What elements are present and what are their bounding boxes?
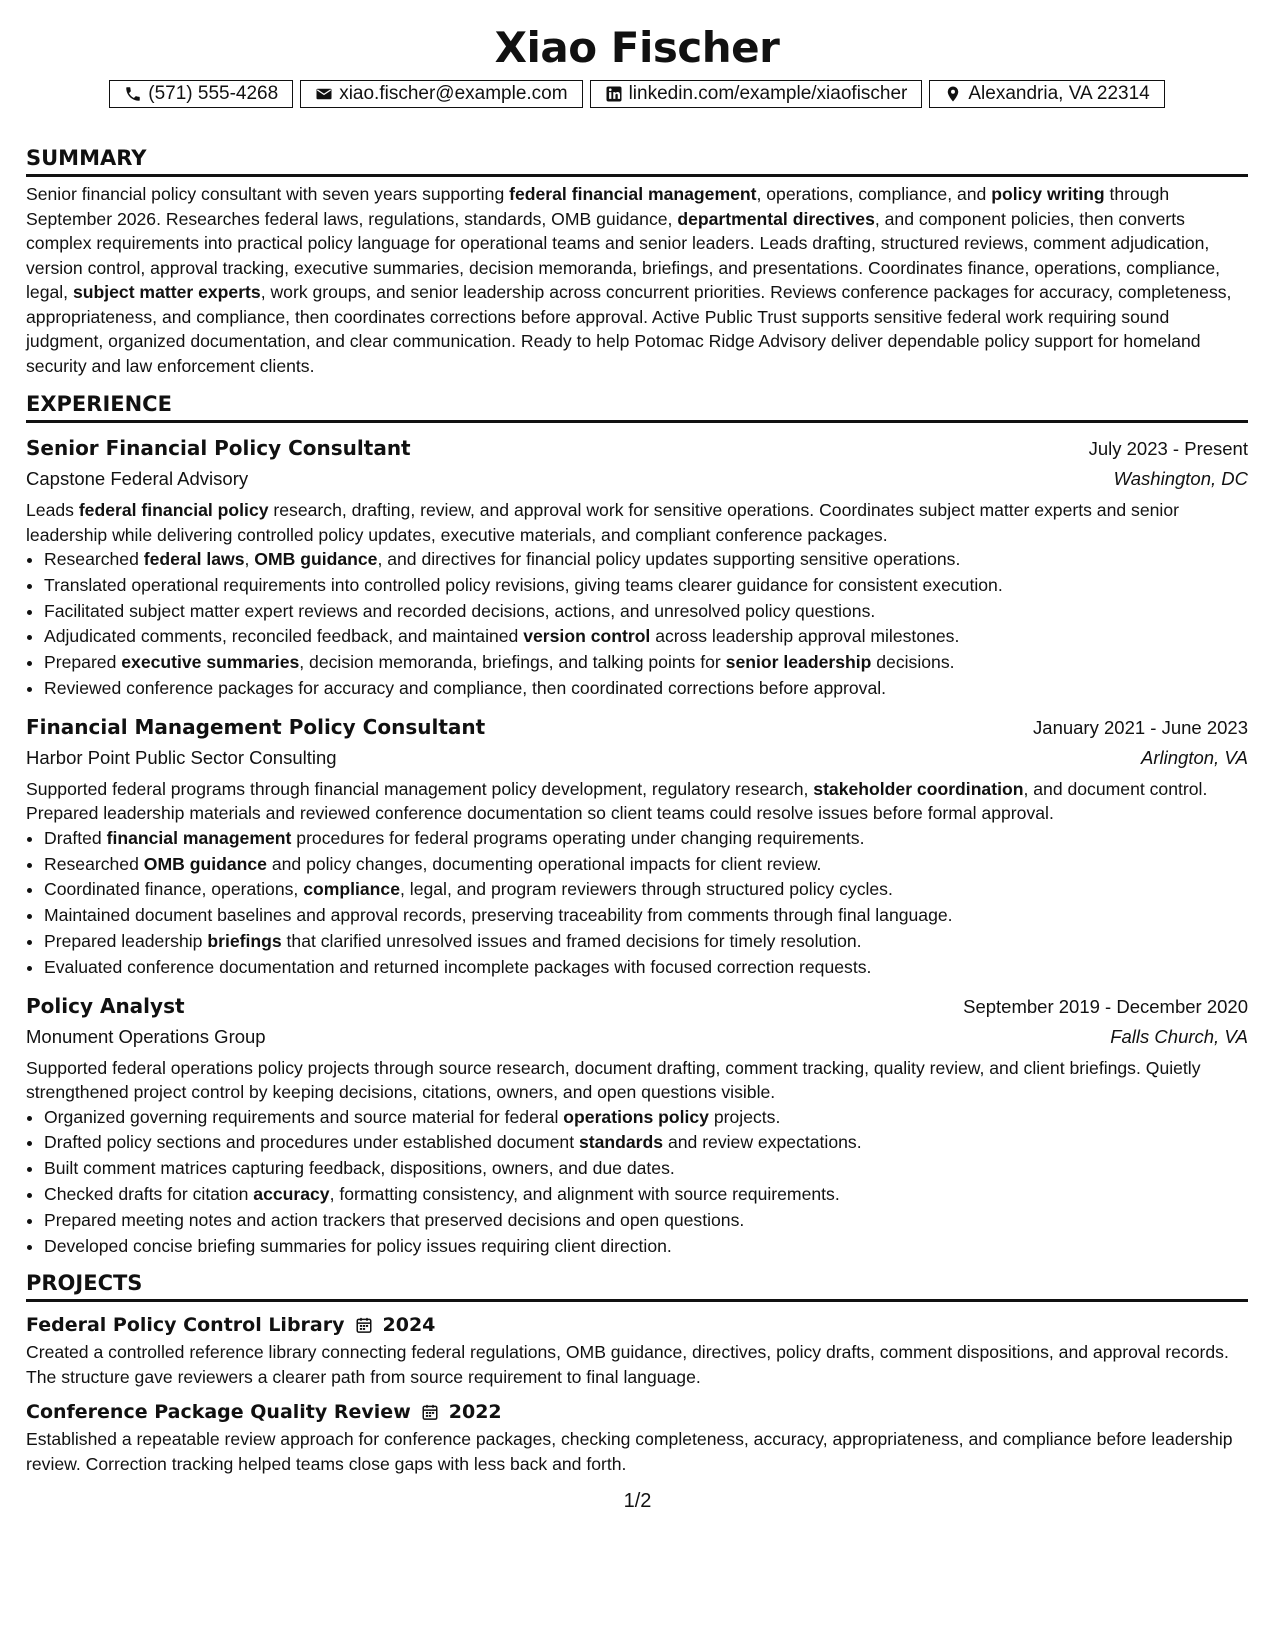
text-run: Supported federal operations policy projects through source research, document drafting, comment tracking, quality review, and client briefings. Quietly strengthened project control by keeping decisions, citations, owners, and open questions visible. <box>26 1057 1201 1103</box>
company-name: Capstone Federal Advisory <box>26 468 249 489</box>
project-description: Established a repeatable review approach for conference packages, checking completeness, accuracy, appropriateness, and compliance before leadership review. Correction tracking helped teams close gaps with less back and forth. <box>26 1429 1233 1474</box>
job-description <box>26 1056 1248 1105</box>
text-run: Built comment matrices capturing feedback, dispositions, owners, and due dates. <box>44 1158 675 1179</box>
bold-keyword: stakeholder coordination <box>813 778 1024 799</box>
job-title-row <box>26 991 1248 1022</box>
contact-email[interactable] <box>300 80 582 108</box>
bullet-item <box>44 1234 1248 1260</box>
bullet-item <box>44 599 1248 625</box>
bullet-item <box>44 1182 1248 1208</box>
text-run: Supported federal programs through financial management policy development, regulatory research, <box>26 778 814 799</box>
text-run: and policy changes, documenting operational impacts for client review. <box>266 853 822 874</box>
job-company-row <box>26 464 1248 494</box>
bullet-item <box>44 573 1248 599</box>
bold-keyword: departmental directives <box>677 208 875 229</box>
contact-bar <box>26 80 1248 108</box>
bold-keyword: senior leadership <box>725 652 872 673</box>
phone-text: (571) 555-4268 <box>148 83 279 104</box>
bullet-item <box>44 852 1248 878</box>
text-run: Prepared <box>44 652 122 673</box>
email-text: xiao.fischer@example.com <box>339 83 568 104</box>
job-description <box>26 498 1248 547</box>
contact-location <box>929 80 1164 108</box>
location-text: Alexandria, VA 22314 <box>968 83 1150 104</box>
job-bullets <box>26 826 1248 981</box>
page-number: 1/2 <box>623 1490 652 1512</box>
job-description <box>26 777 1248 826</box>
text-run: Facilitated subject matter expert reviews and recorded decisions, actions, and unresolved policy questions. <box>44 600 876 621</box>
calendar-icon <box>355 1316 373 1334</box>
bullet-item <box>44 676 1248 702</box>
bold-keyword: policy writing <box>991 184 1105 204</box>
text-run: Drafted <box>44 827 107 848</box>
projects-section <box>26 1271 1248 1476</box>
project-entry <box>26 1310 1248 1389</box>
bold-keyword: OMB guidance <box>254 549 378 569</box>
text-run: , and component policies, then converts complex requirements into practical policy language for operational teams and senior leaders. Leads drafting, structured reviews, comment adjudication, version control, approval tracking, executive summaries, decision memoranda, briefings, and presentations. Coordinates finance, operations, compliance, legal, <box>26 208 1221 302</box>
bold-keyword: federal financial management <box>509 184 757 204</box>
bold-keyword: standards <box>578 1132 664 1153</box>
bullet-item <box>44 1130 1248 1156</box>
text-run: , operations, compliance, and <box>756 184 992 204</box>
bullet-item <box>44 547 1248 573</box>
text-run: Researched <box>44 853 144 874</box>
bold-keyword: subject matter experts <box>72 282 261 302</box>
text-run: Checked drafts for citation <box>44 1183 254 1204</box>
bold-keyword: federal laws <box>143 549 245 569</box>
bullet-item <box>44 624 1248 650</box>
bold-keyword: briefings <box>207 930 282 951</box>
summary-heading: SUMMARY <box>26 146 1248 177</box>
text-run: Prepared meeting notes and action trackers that preserved decisions and open questions. <box>44 1209 745 1230</box>
contact-linkedin[interactable] <box>590 80 923 108</box>
text-run: Reviewed conference packages for accuracy and compliance, then coordinated corrections before approval. <box>44 677 887 698</box>
text-run: research, drafting, review, and approval work for sensitive operations. Coordinates subject matter experts and senior leadership while delivering controlled policy updates, executive materials, and compliant conference packages. <box>26 500 1179 545</box>
text-run: Adjudicated comments, reconciled feedback, and maintained <box>44 626 524 647</box>
project-year: 2022 <box>448 1401 502 1424</box>
bullet-item <box>44 929 1248 955</box>
text-run: Leads <box>26 500 79 520</box>
text-run: that clarified unresolved issues and framed decisions for timely resolution. <box>281 930 862 951</box>
text-run: Maintained document baselines and approval records, preserving traceability from comments through final language. <box>44 905 953 926</box>
job-title-row <box>26 433 1248 464</box>
text-run: procedures for federal programs operating under changing requirements. <box>291 827 865 848</box>
text-run: , and document control. Prepared leadership materials and reviewed conference documentation so client teams could resolve issues before formal approval. <box>26 778 1208 824</box>
job-entry <box>26 991 1248 1260</box>
job-location: Arlington, VA <box>1141 746 1248 768</box>
job-title: Senior Financial Policy Consultant <box>26 436 411 460</box>
job-location: Falls Church, VA <box>1110 1025 1248 1047</box>
contact-phone <box>109 80 293 108</box>
project-year: 2024 <box>382 1314 436 1337</box>
job-entry <box>26 433 1248 702</box>
bullet-item <box>44 1156 1248 1182</box>
job-bullets <box>26 547 1248 702</box>
envelope-icon <box>315 85 333 103</box>
candidate-name: Xiao Fischer <box>494 23 780 72</box>
job-entry <box>26 712 1248 981</box>
experience-section <box>26 392 1248 1259</box>
job-company-row <box>26 1022 1248 1052</box>
text-run: , work groups, and senior leadership across concurrent priorities. Reviews conference packages for accuracy, completeness, appropriateness, and compliance, then coordinates corrections before approval. Active Public Trust supports sensitive federal work requiring sound judgment, organized documentation, and clear communication. Ready to help Potomac Ridge Advisory deliver dependable policy support for homeland security and law enforcement clients. <box>26 282 1232 376</box>
text-run: Organized governing requirements and source material for federal <box>44 1106 564 1127</box>
projects-heading: PROJECTS <box>26 1271 1248 1302</box>
bold-keyword: executive summaries <box>121 652 300 673</box>
project-entry <box>26 1397 1248 1476</box>
text-run: Drafted policy sections and procedures under established document <box>44 1132 579 1153</box>
project-title-row <box>26 1397 1248 1427</box>
job-title: Policy Analyst <box>26 993 185 1018</box>
text-run: Evaluated conference documentation and returned incomplete packages with focused correction requests. <box>44 956 872 977</box>
summary-text <box>26 182 1248 378</box>
bullet-item <box>44 955 1248 981</box>
project-list <box>26 1310 1248 1476</box>
resume-page <box>26 22 1248 1476</box>
company-name: Harbor Point Public Sector Consulting <box>26 746 337 768</box>
job-dates: July 2023 - Present <box>1088 438 1248 459</box>
bullet-item <box>44 826 1248 852</box>
job-dates: September 2019 - December 2020 <box>963 995 1248 1017</box>
text-run: Prepared leadership <box>44 930 208 951</box>
job-title: Financial Management Policy Consultant <box>26 714 486 739</box>
text-run: , and directives for financial policy updates supporting sensitive operations. <box>377 549 961 569</box>
phone-icon <box>124 85 142 103</box>
job-company-row <box>26 743 1248 773</box>
job-title-row <box>26 712 1248 743</box>
company-name: Monument Operations Group <box>26 1025 266 1047</box>
job-location: Washington, DC <box>1113 468 1248 489</box>
text-run: decisions. <box>871 652 955 673</box>
text-run: Coordinated finance, operations, <box>44 879 304 900</box>
bullet-item <box>44 877 1248 903</box>
text-run: through September 2026. Researches federal laws, regulations, standards, OMB guidance, <box>26 184 1170 229</box>
project-title: Federal Policy Control Library <box>26 1314 345 1337</box>
map-pin-icon <box>944 85 962 103</box>
bullet-item <box>44 1208 1248 1234</box>
bold-keyword: operations policy <box>563 1106 709 1127</box>
bullet-item <box>44 1105 1248 1131</box>
bold-keyword: accuracy <box>253 1183 330 1204</box>
project-description: Created a controlled reference library connecting federal regulations, OMB guidance, directives, policy drafts, comment dispositions, and approval records. The structure gave reviewers a clearer path from source requirement to final language. <box>26 1342 1229 1387</box>
bold-keyword: compliance <box>303 879 401 900</box>
text-run: , <box>244 549 255 569</box>
linkedin-icon <box>605 85 623 103</box>
experience-heading: EXPERIENCE <box>26 392 1248 423</box>
job-list <box>26 433 1248 1259</box>
text-run: and review expectations. <box>663 1132 862 1153</box>
text-run: , legal, and program reviewers through structured policy cycles. <box>400 879 893 900</box>
text-run: projects. <box>708 1106 781 1127</box>
text-run: , decision memoranda, briefings, and talking points for <box>299 652 726 673</box>
text-run: across leadership approval milestones. <box>650 626 960 647</box>
bold-keyword: financial management <box>106 827 292 848</box>
bold-keyword: federal financial policy <box>78 500 269 520</box>
bullet-item <box>44 903 1248 929</box>
project-title-row <box>26 1310 1248 1340</box>
project-title: Conference Package Quality Review <box>26 1401 411 1424</box>
text-run: Translated operational requirements into controlled policy revisions, giving teams clearer guidance for consistent execution. <box>44 574 1003 595</box>
text-run: Developed concise briefing summaries for policy issues requiring client direction. <box>44 1235 672 1256</box>
text-run: , formatting consistency, and alignment with source requirements. <box>329 1183 840 1204</box>
bullet-item <box>44 650 1248 676</box>
bold-keyword: OMB guidance <box>143 853 267 874</box>
calendar-icon <box>421 1403 439 1421</box>
job-dates: January 2021 - June 2023 <box>1033 716 1248 738</box>
text-run: Researched <box>44 549 144 569</box>
bold-keyword: version control <box>523 626 651 647</box>
text-run: Senior financial policy consultant with seven years supporting <box>26 184 510 204</box>
summary-section <box>26 146 1248 378</box>
job-bullets <box>26 1105 1248 1260</box>
linkedin-text: linkedin.com/example/xiaofischer <box>628 83 908 104</box>
